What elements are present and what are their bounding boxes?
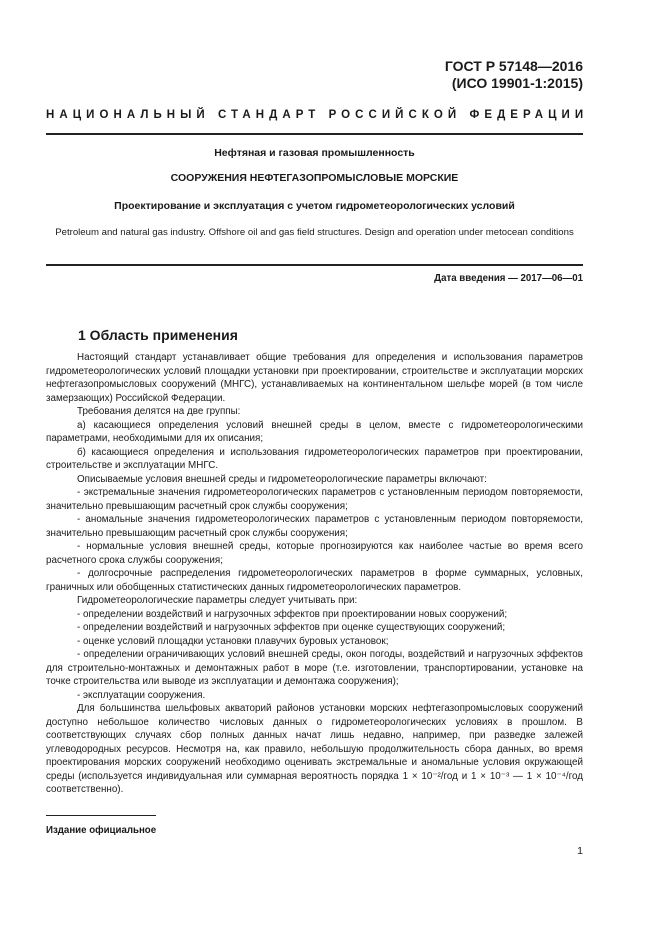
list-item: - нормальные условия внешней среды, которые прогнозируются как наиболее частые во время всего расчетного срока службы сооружения; bbox=[46, 541, 583, 566]
standard-number: ГОСТ Р 57148—2016 bbox=[444, 58, 583, 74]
paragraph: Для большинства шельфовых акваторий районов установки морских нефтегазопромысловых сооружений доступно небольшое количество числовых данных о гидрометеорологических условиях в прошлом. В соответствующих случаях сбор полных данных начат лишь недавно, например, при разведке залежей углеводородных ресурсов. Несмотря на, как правило, небольшую продолжительность сбора данных, во время проектирования морских сооружений необходимо оценивать экстремальные и аномальные условия окружающей среды (используется индивидуальная или суммарная вероятность порядка 1 × 10⁻²/год и 1 × 10⁻³ — 1 × 10⁻⁴/год соответственно). bbox=[46, 703, 583, 795]
paragraph: Описываемые условия внешней среды и гидрометеорологические параметры включают: bbox=[77, 473, 487, 485]
sub-title: Проектирование и эксплуатация с учетом гидрометеорологических условий bbox=[114, 200, 515, 212]
paragraph: Требования делятся на две группы: bbox=[77, 406, 241, 417]
list-item: - эксплуатации сооружения. bbox=[77, 689, 206, 701]
list-item: - долгосрочные распределения гидрометеорологических параметров в форме суммарных, условных, граничных или обобщенных статистических данных гидрометеорологических параметров. bbox=[46, 568, 583, 593]
industry-title: Нефтяная и газовая промышленность bbox=[214, 147, 415, 159]
national-standard-banner: НАЦИОНАЛЬНЫЙ СТАНДАРТ РОССИЙСКОЙ ФЕДЕРАЦИИ bbox=[46, 109, 589, 121]
list-item: а) касающиеся определения условий внешней среды в целом, вместе с гидрометеорологическими параметрами, необходимыми для их описания; bbox=[46, 419, 583, 444]
list-item: - оценке условий площадки установки плавучих буровых установок; bbox=[77, 635, 389, 647]
paragraph: Настоящий стандарт устанавливает общие требования для определения и использования параметров гидрометеорологических условий площадки установки при проектировании, строительстве и эксплуатации морских нефтегазопромысловых сооружений (МНГС), устанавливаемых на континентальном шельфе морей (в том числе замерзающих) Российской Федерации. bbox=[46, 352, 583, 404]
footer-divider bbox=[46, 815, 156, 816]
title-divider bbox=[46, 264, 583, 266]
iso-reference: (ИСО 19901-1:2015) bbox=[451, 75, 583, 91]
english-title: Petroleum and natural gas industry. Offshore oil and gas field structures. Design and operation under metocean conditions bbox=[55, 227, 574, 238]
page-number: 1 bbox=[577, 845, 583, 857]
section-heading: 1 Область применения bbox=[78, 327, 238, 343]
paragraph: Гидрометеорологические параметры следует учитывать при: bbox=[77, 595, 358, 606]
edition-label: Издание официальное bbox=[46, 825, 157, 836]
introduction-date: Дата введения — 2017—06—01 bbox=[434, 273, 583, 284]
list-item: б) касающиеся определения и использования гидрометеорологических параметров при проектировании, строительстве и эксплуатации МНГС. bbox=[46, 446, 583, 471]
list-item: - аномальные значения гидрометеорологических параметров с установленным периодом повторяемости, значительно превышающим расчетный срок службы сооружения; bbox=[46, 514, 583, 539]
standard-designation bbox=[445, 58, 583, 92]
list-item: - определении воздействий и нагрузочных эффектов при оценке существующих сооружений; bbox=[77, 622, 506, 633]
header-divider bbox=[46, 133, 583, 135]
list-item: - определении воздействий и нагрузочных эффектов при проектировании новых сооружений; bbox=[77, 608, 508, 620]
list-item: - определении ограничивающих условий внешней среды, окон погоды, воздействий и нагрузочных эффектов для строительно-монтажных и демонтажных работ в море (т.е. изготовлении, транспортировании, установке на точке строительства или выводе из эксплуатации и демонтажа сооружения); bbox=[46, 649, 583, 687]
main-title: СООРУЖЕНИЯ НЕФТЕГАЗОПРОМЫСЛОВЫЕ МОРСКИЕ bbox=[170, 172, 459, 184]
section-body bbox=[46, 351, 583, 797]
list-item: - экстремальные значения гидрометеорологических параметров с установленным периодом повторяемости, значительно превышающим расчетный срок службы сооружения; bbox=[46, 487, 583, 512]
